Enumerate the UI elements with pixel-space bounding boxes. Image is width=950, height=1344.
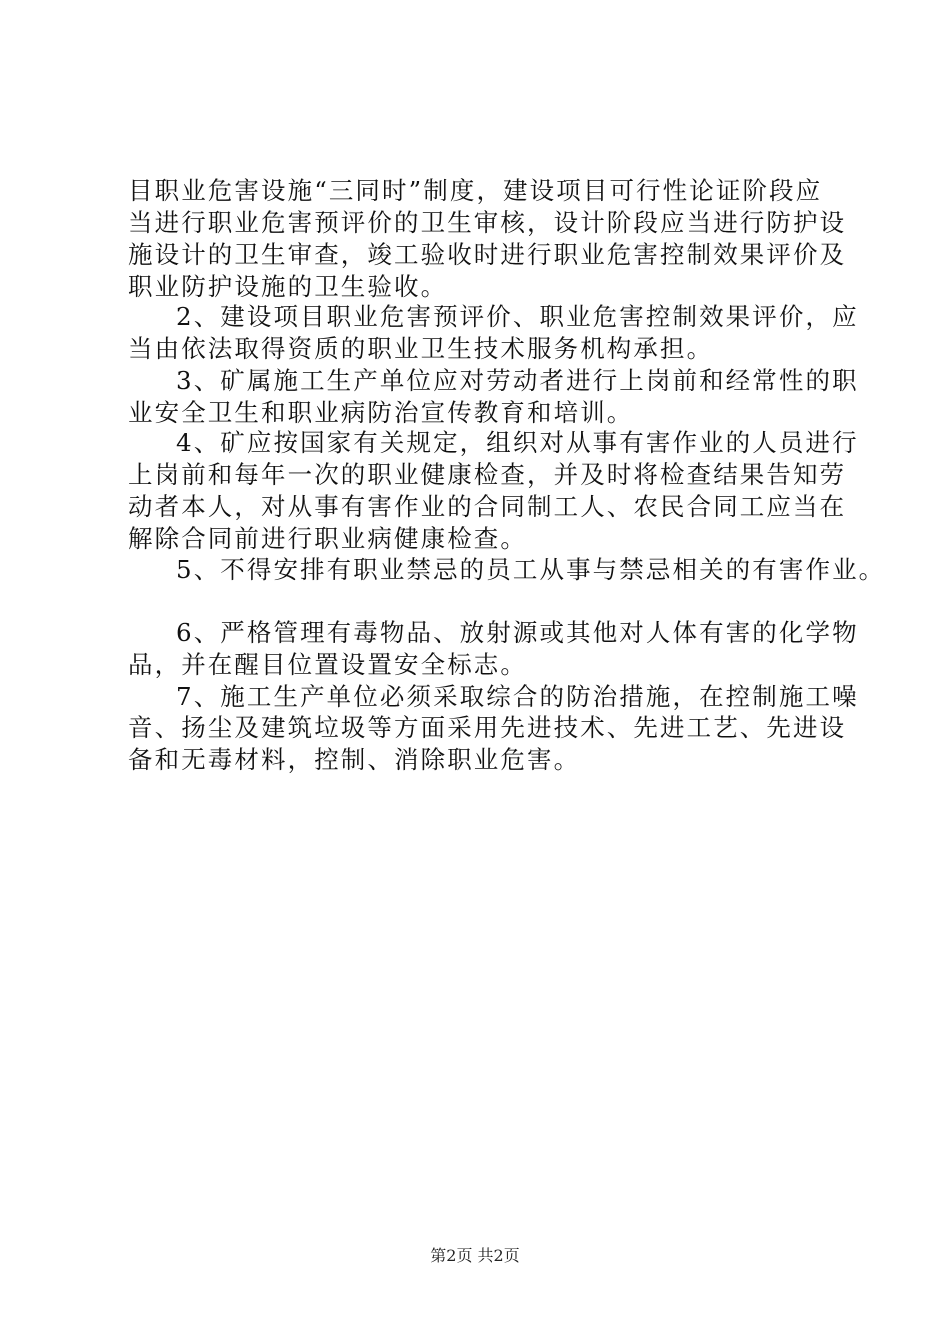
text-line: 上岗前和每年一次的职业健康检查，并及时将检查结果告知劳 [128, 460, 847, 489]
text-line: 4、矿应按国家有关规定，组织对从事有害作业的人员进行 [176, 428, 859, 457]
text-line: 品，并在醒目位置设置安全标志。 [128, 650, 527, 679]
text-line: 业安全卫生和职业病防治宣传教育和培训。 [128, 398, 634, 427]
text-line: 当由依法取得资质的职业卫生技术服务机构承担。 [128, 334, 714, 363]
text-line: 6、严格管理有毒物品、放射源或其他对人体有害的化学物 [176, 618, 859, 647]
text-line: 5、不得安排有职业禁忌的员工从事与禁忌相关的有害作业。 [176, 555, 886, 584]
text-line: 施设计的卫生审查，竣工验收时进行职业危害控制效果评价及 [128, 240, 847, 269]
text-line: 动者本人，对从事有害作业的合同制工人、农民合同工应当在 [128, 492, 847, 521]
text-line: 备和无毒材料，控制、消除职业危害。 [128, 745, 581, 774]
text-line: 职业防护设施的卫生验收。 [128, 272, 448, 301]
text-line: 7、施工生产单位必须采取综合的防治措施，在控制施工噪 [176, 682, 859, 711]
text-line: 目职业危害设施“三同时”制度，建设项目可行性论证阶段应 [128, 176, 823, 205]
text-line: 3、矿属施工生产单位应对劳动者进行上岗前和经常性的职 [176, 366, 859, 395]
page-footer: 第2页 共2页 [430, 1246, 520, 1265]
text-line: 当进行职业危害预评价的卫生审核，设计阶段应当进行防护设 [128, 208, 847, 237]
text-line: 音、扬尘及建筑垃圾等方面采用先进技术、先进工艺、先进设 [128, 713, 847, 742]
text-line: 解除合同前进行职业病健康检查。 [128, 524, 527, 553]
text-line: 2、建设项目职业危害预评价、职业危害控制效果评价，应 [176, 302, 859, 331]
